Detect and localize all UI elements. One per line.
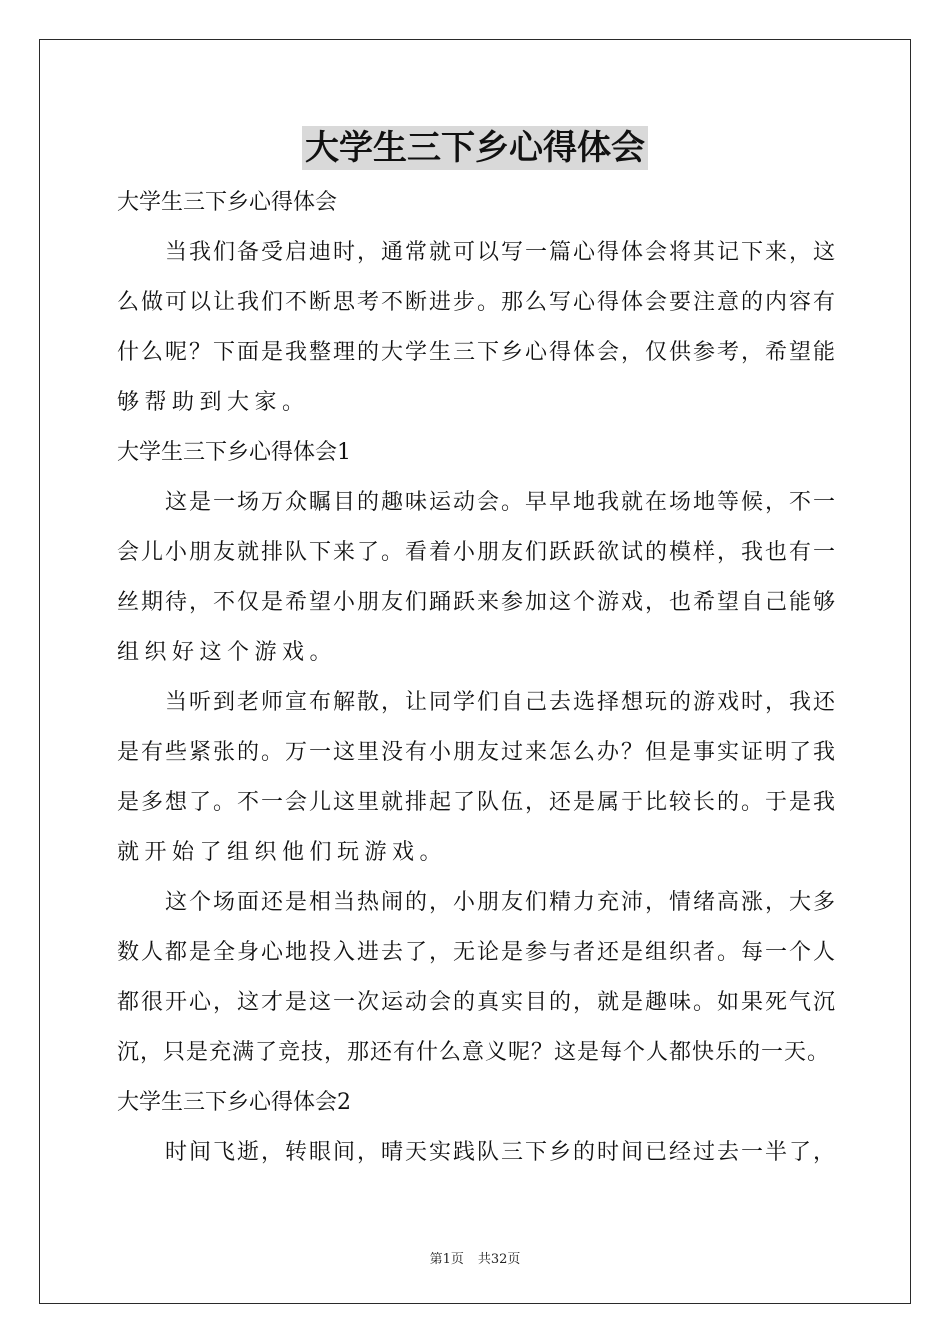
paragraph-line: 是有些紧张的。万一这里没有小朋友过来怎么办？但是事实证明了我 <box>117 740 838 765</box>
paragraph-line: 组织好这个游戏。 <box>117 640 338 665</box>
paragraph-line: 丝期待，不仅是希望小朋友们踊跃来参加这个游戏，也希望自己能够 <box>117 590 838 615</box>
paragraph-line: 当我们备受启迪时，通常就可以写一篇心得体会将其记下来，这 <box>165 240 838 265</box>
page-footer <box>0 1248 950 1267</box>
paragraph-line: 会儿小朋友就排队下来了。看着小朋友们跃跃欲试的模样，我也有一 <box>117 540 838 565</box>
section-heading: 大学生三下乡心得体会1 <box>117 440 351 465</box>
paragraph-line: 都很开心，这才是这一次运动会的真实目的，就是趣味。如果死气沉 <box>117 990 838 1015</box>
section-heading: 大学生三下乡心得体会 <box>117 190 338 215</box>
paragraph-line: 就开始了组织他们玩游戏。 <box>117 840 448 865</box>
paragraph-line: 数人都是全身心地投入进去了，无论是参与者还是组织者。每一个人 <box>117 940 838 965</box>
paragraph-line: 这是一场万众瞩目的趣味运动会。早早地我就在场地等候，不一 <box>165 490 838 515</box>
paragraph-line: 这个场面还是相当热闹的，小朋友们精力充沛，情绪高涨，大多 <box>165 890 838 915</box>
section-heading: 大学生三下乡心得体会2 <box>117 1090 351 1115</box>
document-title: 大学生三下乡心得体会 <box>302 126 648 170</box>
paragraph-line: 沉，只是充满了竞技，那还有什么意义呢？这是每个人都快乐的一天。 <box>117 1040 831 1065</box>
page-number: 第1页 <box>429 1252 464 1267</box>
paragraph-line: 够帮助到大家。 <box>117 390 310 415</box>
paragraph-line: 时间飞逝，转眼间，晴天实践队三下乡的时间已经过去一半了， <box>165 1140 838 1165</box>
paragraph-line: 么做可以让我们不断思考不断进步。那么写心得体会要注意的内容有 <box>117 290 838 315</box>
paragraph-line: 当听到老师宣布解散，让同学们自己去选择想玩的游戏时，我还 <box>165 690 838 715</box>
document-body <box>117 178 837 1178</box>
paragraph-line: 什么呢？下面是我整理的大学生三下乡心得体会，仅供参考，希望能 <box>117 340 838 365</box>
paragraph-line: 是多想了。不一会儿这里就排起了队伍，还是属于比较长的。于是我 <box>117 790 838 815</box>
page-total: 共32页 <box>477 1252 521 1267</box>
title-container <box>0 126 950 170</box>
